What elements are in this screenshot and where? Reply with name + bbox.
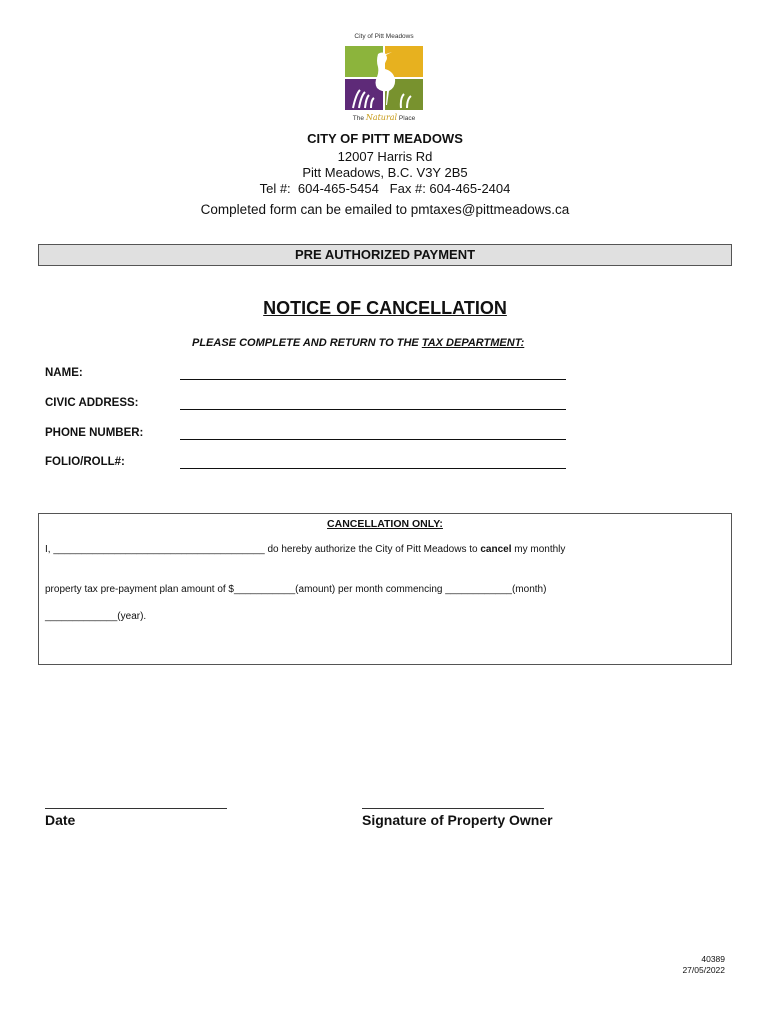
page-title: NOTICE OF CANCELLATION <box>263 298 507 318</box>
form-code: 40389 <box>701 954 725 964</box>
tagline-pre: The <box>352 115 364 122</box>
cancellation-box <box>38 513 732 665</box>
cancellation-line-1-bold: cancel <box>480 544 512 555</box>
name-label: NAME: <box>45 367 83 379</box>
tagline-script: Natural <box>365 113 398 122</box>
form-footer <box>682 954 725 976</box>
form-date: 27/05/2022 <box>682 965 725 975</box>
instruction <box>192 337 524 349</box>
logo-tagline <box>340 111 428 125</box>
instruction-underlined: TAX DEPARTMENT: <box>421 337 525 349</box>
phone-number-field[interactable] <box>180 439 566 440</box>
date-signature-line[interactable] <box>45 808 227 809</box>
date-label: Date <box>45 812 76 828</box>
name-field[interactable] <box>180 379 566 380</box>
heron-icon <box>345 46 423 110</box>
cancellation-line-1-pre: I, ______________________________________ do hereby authorize the City of Pitt Meadows to <box>45 544 481 555</box>
cancellation-line-2[interactable]: property tax pre-payment plan amount of $___________(amount) per month commencing ____________(month) <box>45 584 547 595</box>
street-address: 12007 Harris Rd <box>337 149 433 164</box>
folio-roll-label: FOLIO/ROLL#: <box>45 456 125 468</box>
instruction-text: PLEASE COMPLETE AND RETURN TO THE <box>192 337 422 349</box>
owner-signature-line[interactable] <box>362 808 544 809</box>
email-note: Completed form can be emailed to pmtaxes@pittmeadows.ca <box>200 202 570 217</box>
owner-signature-label: Signature of Property Owner <box>362 812 553 828</box>
cancellation-line-3[interactable]: _____________(year). <box>45 611 147 622</box>
city-logo <box>340 28 428 126</box>
section-bar: PRE AUTHORIZED PAYMENT <box>38 244 732 266</box>
tagline-post: Place <box>398 115 416 122</box>
logo-mark <box>345 46 423 110</box>
logo-top-text: City of Pitt Meadows <box>354 33 414 40</box>
civic-address-field[interactable] <box>180 409 566 410</box>
city-address: Pitt Meadows, B.C. V3Y 2B5 <box>302 165 468 180</box>
folio-roll-field[interactable] <box>180 468 566 469</box>
cancellation-line-1[interactable] <box>45 544 565 555</box>
cancellation-line-1-post: my monthly <box>511 544 566 555</box>
cancellation-title: CANCELLATION ONLY: <box>327 518 443 530</box>
org-name: CITY OF PITT MEADOWS <box>307 131 463 146</box>
phone-fax: Tel #: 604-465-5454 Fax #: 604-465-2404 <box>259 181 511 196</box>
phone-number-label: PHONE NUMBER: <box>45 427 144 439</box>
civic-address-label: CIVIC ADDRESS: <box>45 397 139 409</box>
